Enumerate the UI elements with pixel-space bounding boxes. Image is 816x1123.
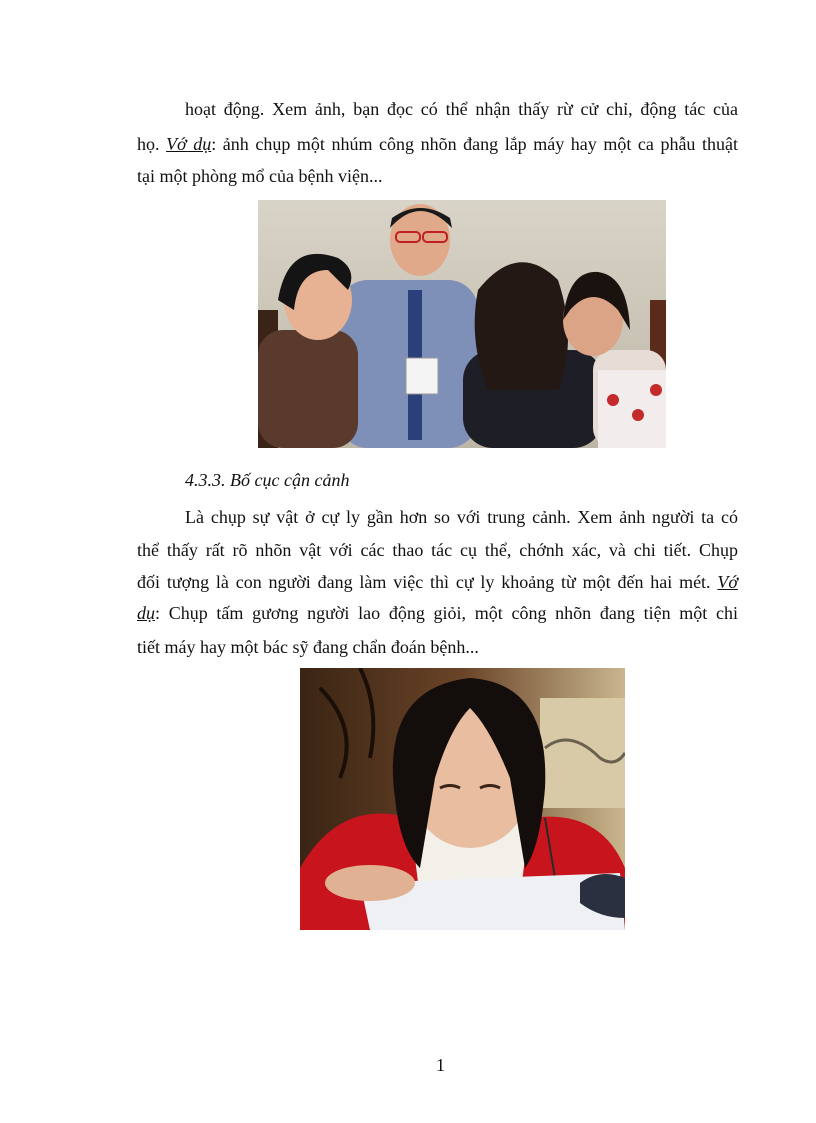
para2-line4 — [137, 602, 738, 624]
para2-example-label-a: Vớ — [717, 572, 738, 592]
para2-line3 — [137, 571, 738, 593]
para1-line2-start: họ. — [137, 134, 160, 154]
para2-line4-rest: : Chụp tấm gương người lao động giỏi, một công nhõn đang tiện một chi — [155, 603, 738, 623]
para1-line2 — [137, 133, 738, 155]
group-photo — [258, 200, 666, 448]
closeup-photo — [300, 668, 625, 930]
section-heading: 4.3.3. Bố cục cận cảnh — [185, 470, 350, 490]
para2-line5: tiết máy hay một bác sỹ đang chẩn đoán bệnh... — [137, 637, 479, 657]
para2-line3-start: đối tượng là con người đang làm việc thì cự ly khoảng từ một đến hai mét. — [137, 572, 711, 592]
para1-line3: tại một phòng mổ của bệnh viện... — [137, 166, 383, 186]
para2-example-label-b: dụ — [137, 603, 155, 623]
para1-example-label: Vớ dụ — [166, 134, 212, 154]
para2-line2: thể thấy rất rõ nhõn vật với các thao tác cụ thể, chớnh xác, và chi tiết. Chụp — [137, 540, 738, 560]
page-number: 1 — [436, 1055, 445, 1075]
para1-line2-rest: : ảnh chụp một nhúm công nhõn đang lắp máy hay một ca phẫu thuật — [211, 134, 738, 154]
para2-line1: Là chụp sự vật ở cự ly gần hơn so với trung cảnh. Xem ảnh người ta có — [185, 507, 738, 527]
para1-line1: hoạt động. Xem ảnh, bạn đọc có thể nhận thấy rừ cử chỉ, động tác của — [185, 99, 738, 119]
